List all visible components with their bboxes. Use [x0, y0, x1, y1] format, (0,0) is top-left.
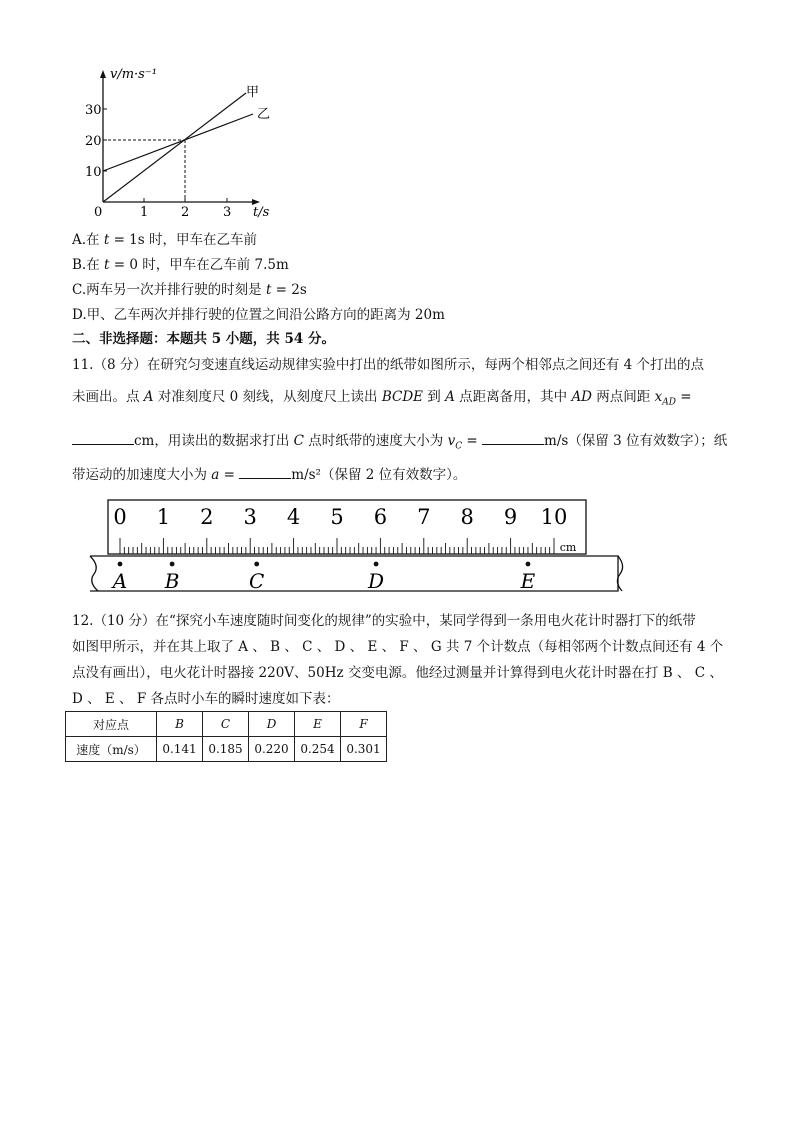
tape-point	[170, 562, 175, 567]
table-header-cell: F	[341, 712, 387, 737]
tape-point	[374, 562, 379, 567]
table-cell: 0.220	[249, 737, 295, 762]
q11-line2: 未画出。点 A 对准刻度尺 0 刻线，从刻度尺上读出 BCDE 到 A 点距离备用，其中 AD 两点间距 $x_{AD}$ =	[72, 389, 692, 408]
ruler-figure	[86, 498, 630, 598]
ruler-number: 9	[503, 505, 518, 529]
section-title: 二、非选择题：本题共 5 小题，共 54 分。	[72, 331, 335, 347]
x-tick-2: 2	[181, 205, 190, 220]
ruler-number: 5	[330, 505, 344, 529]
x-axis-label: t/s	[253, 205, 270, 220]
ruler-number: 7	[417, 505, 431, 529]
tape-point	[526, 562, 531, 567]
q11-line3: cm，用读出的数据求打出 C 点时纸带的速度大小为 $v_C = m/s$（保留 3 位有效数字）；纸	[72, 430, 727, 456]
ruler-number: 0	[113, 505, 127, 529]
ruler-number: 8	[460, 505, 474, 529]
ruler-number: 4	[286, 505, 301, 529]
vt-graph	[70, 62, 290, 222]
ruler-number: 10	[540, 505, 568, 529]
q12-line2: 如图甲所示，并在其上取了 A 、 B 、 C 、 D 、 E 、 F 、 G 共 7 个计数点（每相邻两个计数点间还有 4 个	[72, 639, 724, 655]
ruler-unit: cm	[559, 541, 577, 554]
option-d: D.甲、乙车两次并排行驶的位置之间沿公路方向的距离为 20m	[72, 307, 445, 323]
blank-a[interactable]	[239, 464, 291, 479]
tape-point-label: C	[249, 569, 265, 593]
y-tick-10: 10	[85, 165, 102, 180]
option-c: C.两车另一次并排行驶的时刻是 t = 2s	[72, 282, 307, 298]
table-cell: 速度（m/s）	[66, 737, 157, 762]
table-cell: 0.254	[295, 737, 341, 762]
blank-vc[interactable]	[482, 430, 544, 445]
tape-point	[254, 562, 259, 567]
q11-line1: 11.（8 分）在研究匀变速直线运动规律实验中打出的纸带如图所示，每两个相邻点之间还有 4 个打出的点	[72, 357, 705, 373]
table-cell: 0.185	[203, 737, 249, 762]
q11-line4: 带运动的加速度大小为 a = m/s²（保留 2 位有效数字）。	[72, 464, 466, 484]
tape-point-label: B	[164, 569, 180, 593]
velocity-table	[65, 711, 387, 762]
y-tick-30: 30	[85, 103, 102, 118]
tape-point-label: E	[520, 569, 536, 593]
table-row	[66, 737, 387, 762]
label-yi: 乙	[257, 107, 271, 122]
tape-point-label: D	[368, 569, 385, 593]
table-header-cell: C	[203, 712, 249, 737]
table-header-cell: B	[157, 712, 203, 737]
q12-line1: 12.（10 分）在“探究小车速度随时间变化的规律”的实验中，某同学得到一条用电火花计时器打下的纸带	[72, 613, 696, 629]
line-jia	[103, 93, 246, 202]
tape-point	[118, 562, 123, 567]
table-header-cell: D	[249, 712, 295, 737]
ruler-number: 1	[156, 505, 171, 529]
option-a: A.在 t = 1s 时，甲车在乙车前	[72, 232, 257, 248]
blank-xad[interactable]	[72, 430, 134, 445]
ruler-number: 3	[243, 505, 257, 529]
tape-left-tear	[90, 556, 98, 591]
table-header-cell: 对应点	[66, 712, 157, 737]
line-yi	[103, 114, 253, 171]
ruler-number: 6	[373, 505, 388, 529]
ruler-number: 2	[200, 505, 214, 529]
table-header-cell: E	[295, 712, 341, 737]
x-tick-0: 0	[94, 205, 103, 220]
x-tick-1: 1	[140, 205, 149, 220]
table-cell: 0.301	[341, 737, 387, 762]
table-header-row	[66, 712, 387, 737]
option-b: B.在 t = 0 时，甲车在乙车前 7.5m	[72, 257, 289, 273]
y-axis-label: v/m·s⁻¹	[110, 67, 157, 82]
tape-point-label: A	[112, 569, 128, 593]
y-tick-20: 20	[85, 134, 102, 149]
table-cell: 0.141	[157, 737, 203, 762]
q12-line3: 点没有画出），电火花计时器接 220V、50Hz 交变电源。他经过测量并计算得到电火花计时器在打 B 、 C 、	[72, 665, 723, 681]
y-axis-arrow	[100, 70, 106, 78]
x-tick-3: 3	[223, 205, 232, 220]
label-jia: 甲	[246, 85, 260, 100]
q12-line4: D 、 E 、 F 各点时小车的瞬时速度如下表：	[72, 691, 340, 707]
